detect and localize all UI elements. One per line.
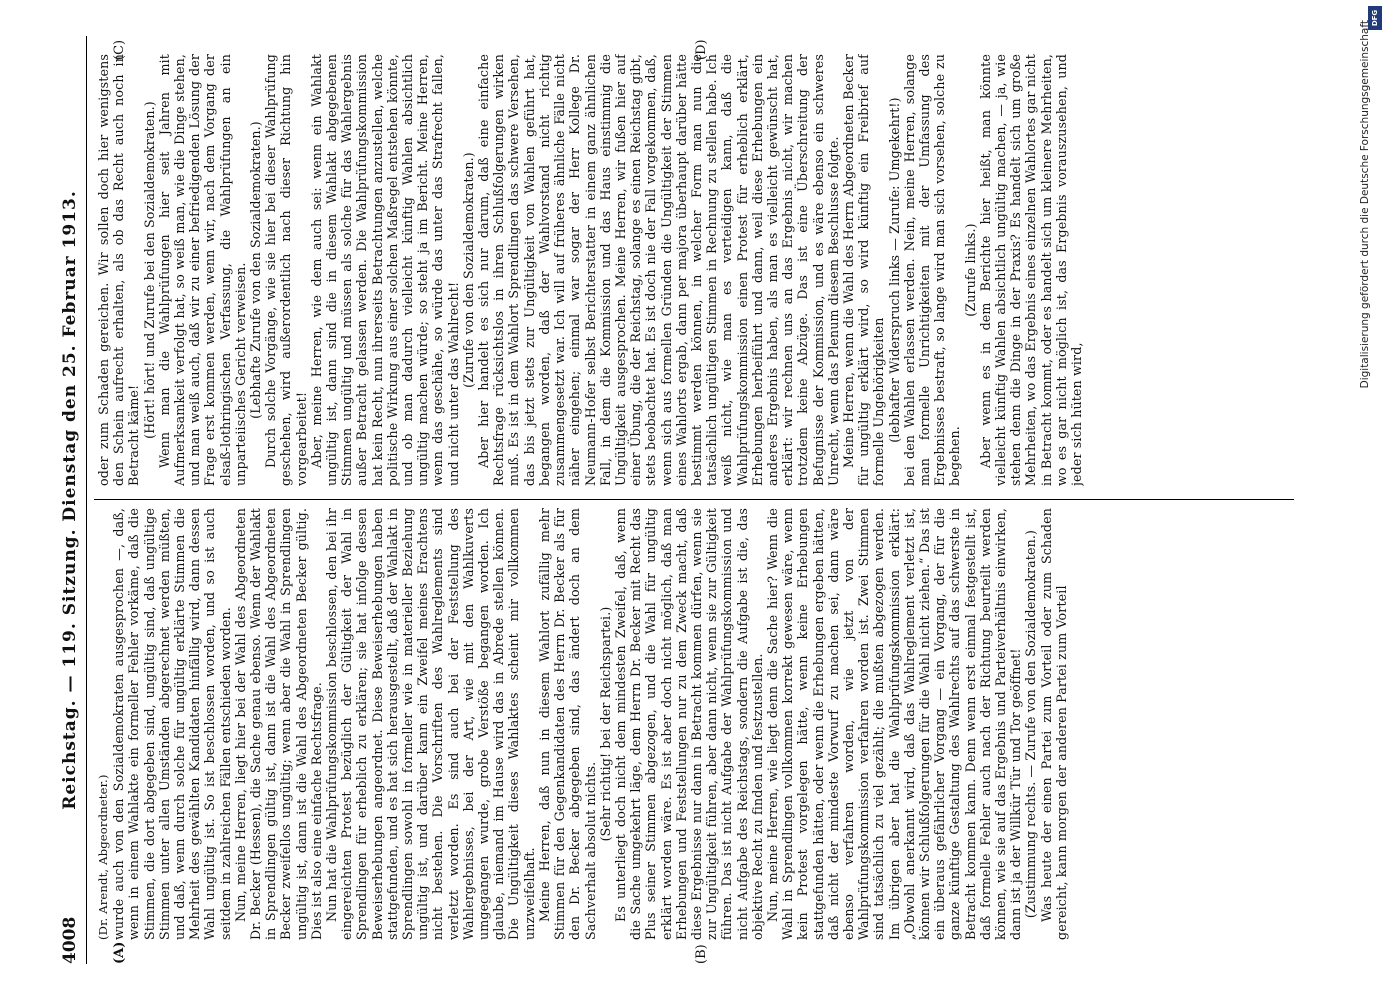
running-title: Reichstag. — 119. Sitzung. Dienstag den 25. Februar 1913.: [60, 190, 80, 810]
digitization-credit: [1354, 20, 1376, 980]
paragraph: Nun, meine Herren, liegt hier bei der Wahl des Abgeordneten Dr. Becker (Hessen), die Sache genau ebenso. Wenn der Wahlakt in Sprendlingen gültig ist, dann ist die Wahl des Abgeordneten Becker zweifellos ungültig; wenn aber die Wahl in Sprendlingen ungültig ist, dann ist die Wahl des Abgeordneten Becker gültig. Dies ist also eine einfache Rechtsfrage.: [232, 508, 324, 940]
paragraph: Wenn man die Wahlprüfungen hier seit Jahren mit Aufmerksamkeit verfolgt hat, so weiß man, wie die Dinge stehen, und man weiß auch, daß wir zu einer befriedigenden Lösung der Frage erst kommen werden, wenn wir, nach dem Vorgang der elsaß-lothringischen Verfassung, die Wahlprüfungen an ein unparteiisches Gericht verweisen.: [156, 54, 248, 486]
right-column: [96, 54, 1296, 486]
interjection: (Zustimmung rechts. — Zurufe von den Sozialdemokraten.): [1023, 529, 1039, 919]
paragraph: Meine Herren, daß nun in diesem Wahlort zufällig mehr Stimmen für den Gegenkandidaten des Herrn Dr. Becker als für den Dr. Becker abgegeben sind, das ändert doch an dem Sachverhalt absolut nichts.: [536, 508, 598, 940]
paragraph: Nun, meine Herren, wie liegt denn die Sache hier? Wenn die Wahl in Sprendlingen vollkommen korrekt gewesen wäre, wenn kein Protest vorgelegen hätte, wenn keine Erhebungen stattgefunden hätten, oder wenn die Erhebungen ergeben hätten, daß nicht der mindeste Vorwurf zu machen sei, dann wäre ebenso verfahren worden, wie jetzt von der Wahlprüfungskommission verfahren worden ist. Zwei Stimmen sind tatsächlich zu viel gezählt; die mußten abgezogen werden. Im übrigen aber hat die Wahlprüfungskommission erklärt: „Obwohl anerkannt wird, daß das Wahlreglement verletzt ist, können wir Schlußfolgerungen für die Wahl nicht ziehen.“ Das ist ein überaus gefährlicher Vorgang — ein Vorgang, der für die ganze künftige Gestaltung des Wahlrechts auf das schwerste in Betracht kommen kann. Denn wenn erst einmal festgestellt ist, daß formelle Fehler auch nach der Richtung beurteilt werden können, wie sie auf das Ergebnis und Parteiverhältnis einwirken, dann ist ja der Willkür Tür und Tor geöffnet!: [764, 508, 1024, 940]
interjection: (Sehr richtig! bei der Reichspartei.): [597, 606, 613, 842]
page-number: 4008: [60, 916, 80, 964]
credit-text: Digitalisierung gefördert durch die Deutsche Forschungsgemeinschaft: [1359, 20, 1371, 389]
interjection: (lebhafter Widerspruch links — Zurufe: Umgekehrt!): [886, 97, 902, 443]
paragraph: Aber, meine Herren, wie dem auch sei: wenn ein Wahlakt ungültig ist, dann sind die in diesem Wahlakt abgegebenen Stimmen ungültig und müssen als solche für das Wahlergebnis außer Betracht gelassen werden. Die Wahlprüfungskommission hat kein Recht, nun ihrerseits Betrachtungen anzustellen, welche politische Wirkung aus einer solchen Maßregel entstehen könnte, und ob man dadurch vielleicht künftig Wahlen absichtlich ungültig machen würde; so steht ja im Bericht. Meine Herren, wenn das geschähe, so würde das unter das Strafrecht fallen, und nicht unter das Wahlrecht!: [308, 54, 461, 486]
dfg-logo: DFG: [1368, 6, 1382, 30]
paragraph: Was heute der einen Partei zum Vorteil oder zum Schaden gereicht, kann morgen der anderen Partei zum Vorteil: [1038, 508, 1069, 940]
paragraph: Durch solche Vorgänge, wie sie hier bei dieser Wahlprüfung geschehen, wird außerordentlich nach dieser Richtung hin vorgearbeitet!: [263, 54, 309, 486]
margin-marker-c: (C): [112, 39, 127, 60]
margin-marker-a: (A): [112, 941, 127, 964]
margin-marker-d: (D): [694, 39, 709, 60]
paragraph: Nun hat die Wahlprüfungskommission beschlossen, den bei ihr eingereichten Protest bezüglich der Gültigkeit der Wahl in Sprendlingen für erheblich zu erklären; sie hat infolge dessen Beweiserhebungen angeordnet. Diese Beweiserhebungen haben stattgefunden, und es hat sich herausgestellt, daß der Wahlakt in Sprendlingen sowohl in formeller wie in materieller Beziehung ungültig ist, und darüber kann ein Zweifel meines Erachtens nicht bestehen. Die Vorschriften des Wahlreglements sind verletzt worden. Es sind auch bei der Feststellung des Wahlergebnisses, bei der Art, wie mit den Wahlkuverts umgegangen wurde, grobe Verstöße begangen worden. Ich glaube, niemand im Hause wird das in Abrede stellen können. Die Ungültigkeit dieses Wahlaktes scheint mir vollkommen unzweifelhaft.: [324, 508, 537, 940]
interjection: (Hört! hört! und Zurufe bei den Sozialdemokraten.): [141, 101, 157, 439]
speaker-line: (Dr. Arendt, Abgeordneter.): [96, 774, 110, 940]
paragraph: Meine Herren, wenn die Wahl des Herrn Abgeordneten Becker für ungültig erklärt wird, so wird künftig ein Freibrief auf formelle Ungehörigkeiten: [840, 54, 887, 486]
paragraph: oder zum Schaden gereichen. Wir sollen doch hier wenigstens den Schein aufrecht erhalten, als ob das Recht auch noch in Betracht käme!: [96, 54, 142, 486]
paragraph: Aber wenn es in dem Berichte hier heißt, man könnte vielleicht künftig Wahlen absichtlich ungültig machen, — ja, wie stehen denn die Dinge in der Praxis? Es handelt sich um große Mehrheiten, wo das Ergebnis eines einzelnen Wahlortes gar nicht in Betracht kommt, oder es handelt sich um kleinere Mehrheiten, wo es gar nicht möglich ist, das Ergebnis vorauszusehen, und jeder sich hüten wird,: [977, 54, 1084, 486]
interjection: (Zurufe von den Sozialdemokraten.): [460, 152, 476, 388]
paragraph: wurde auch von den Sozialdemokraten ausgesprochen —, daß, wenn in einem Wahlakte ein formeller Fehler vorkäme, daß die Stimmen, die dort abgegeben sind, ungültig sind, daß ungültige Stimmen unter allen Umständen abgerechnet werden müßten, und daß, wenn durch solche für ungültig erklärte Stimmen die Mehrheit des gewählten Kandidaten hinfällig wird, dann dessen Wahl ungültig ist. So ist beschlossen worden, und so ist auch seitdem in zahlreichen Fällen entschieden worden.: [111, 508, 233, 940]
column-divider: [94, 499, 1294, 500]
interjection: (Lebhafte Zurufe von den Sozialdemokraten.): [248, 121, 264, 419]
left-column: [96, 508, 1296, 940]
interjection: (Zurufe links.): [962, 223, 978, 317]
margin-marker-b: (B): [694, 944, 709, 964]
paragraph: Es unterliegt doch nicht dem mindesten Zweifel, daß, wenn die Sache umgekehrt läge, dem Herrn Dr. Becker mit Recht das Plus seiner Stimmen abgezogen, und die Wahl für ungültig erklärt worden wäre. Es ist aber doch nicht möglich, daß man Erhebungen und Feststellungen nur zu dem Zweck macht, daß diese Ergebnisse nur dann in Betracht kommen dürfen, wenn sie zur Ungültigkeit führen, aber dann nicht, wenn sie zur Gültigkeit führen. Das ist nicht Aufgabe der Wahlprüfungskommission und nicht Aufgabe des Reichstags, sondern die Aufgabe ist die, das objektive Recht zu finden und festzustellen.: [612, 508, 765, 940]
header-rule: [86, 36, 87, 964]
paragraph: bei den Wahlen erlassen werden. Nein, meine Herren, solange man formelle Unrichtigkeiten mit der Umfassung des Ergebnisses bestraft, so lange wird man sich vorsehen, solche zu begehen.: [901, 54, 963, 486]
paragraph: Aber hier handelt es sich nur darum, daß eine einfache Rechtsfrage rücksichtslos in ihren Schlußfolgerungen wirken muß. Es ist in dem Wahlort Sprendlingen das schwere Versehen, das bis jetzt stets zur Ungültigkeit von Wahlen geführt hat, begangen worden, daß der Wahlvorstand nicht richtig zusammengesetzt war. Ich will auf früheres ähnliche Fälle nicht näher eingehen; einmal war sogar der Herr Kollege Dr. Neumann-Hofer selbst Berichterstatter in einem ganz ähnlichen Fall, in dem die Kommission und das Haus einstimmig die Ungültigkeit ausgesprochen. Meine Herren, wir fußen hier auf einer Übung, die der Reichstag, solange es einen Reichstag gibt, stets beobachtet hat. Es ist doch nie der Fall vorgekommen, daß, wenn sich aus formellen Gründen die Ungültigkeit der Stimmen eines Wahlorts ergab, dann per majora überhaupt darüber hätte bestimmt werden können, in welcher Form man nun die tatsächlich ungültigen Stimmen in Rechnung zu stellen habe. Ich weiß nicht, wie man es verteidigen kann, daß die Wahlprüfungskommission einen Protest für erheblich erklärt, Erhebungen herbeiführt und dann, weil diese Erhebungen ein anderes Ergebnis haben, als man es vielleicht gewünscht hat, erklärt: wir rechnen uns an das Ergebnis nicht, wir machen trotzdem keine Abzüge. Das ist eine Überschreitung der Befugnisse der Kommission, und es wäre ebenso ein schweres Unrecht, wenn das Plenum diesem Beschlusse folgte.: [476, 54, 841, 486]
